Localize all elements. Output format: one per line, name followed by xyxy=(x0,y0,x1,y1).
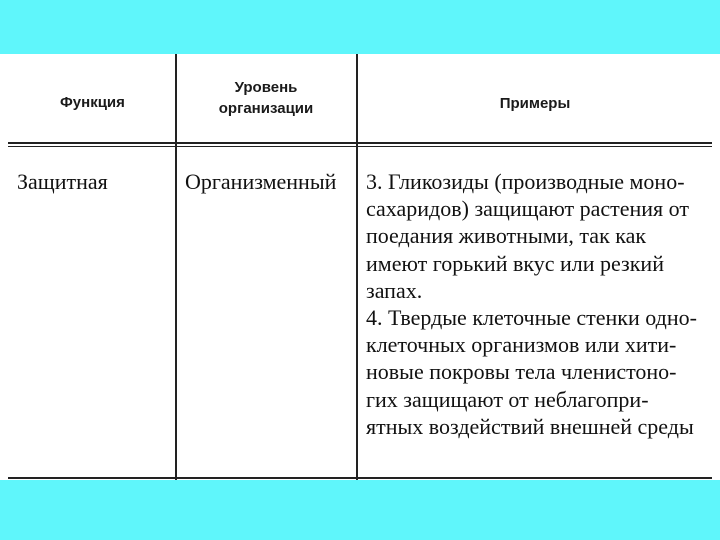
column-divider-2 xyxy=(356,54,358,480)
header-bottom-rule xyxy=(8,142,712,144)
example-line: поедания животными, так как xyxy=(366,223,647,249)
example-line: сахаридов) защищают растения от xyxy=(366,196,689,222)
header-level xyxy=(178,77,354,119)
example-line: ятных воздействий внешней среды xyxy=(366,413,694,439)
example-line: 4. Твердые клеточные стенки одно- xyxy=(366,305,697,331)
cell-examples xyxy=(366,168,711,440)
example-line: клеточных организмов или хити- xyxy=(366,332,677,358)
example-line: гих защищают от неблагопри- xyxy=(366,386,649,412)
header-function: Функция xyxy=(60,94,125,111)
example-line: 3. Гликозиды (производные моно- xyxy=(366,169,685,194)
column-divider-1 xyxy=(175,54,177,480)
example-line: запах. xyxy=(366,277,423,303)
cell-level: Организменный xyxy=(185,169,337,194)
header-bottom-rule-2 xyxy=(8,146,712,147)
example-line: имеют горький вкус или резкий xyxy=(366,250,664,276)
bottom-cyan-band xyxy=(0,480,720,540)
top-cyan-band xyxy=(0,0,720,54)
table-bottom-rule xyxy=(8,477,712,479)
header-level-line1: Уровень xyxy=(234,79,298,96)
header-level-line2: организации xyxy=(218,100,314,117)
example-line: новые покровы тела членистоно- xyxy=(366,359,677,385)
header-examples: Примеры xyxy=(499,95,571,112)
cell-function: Защитная xyxy=(17,169,108,194)
